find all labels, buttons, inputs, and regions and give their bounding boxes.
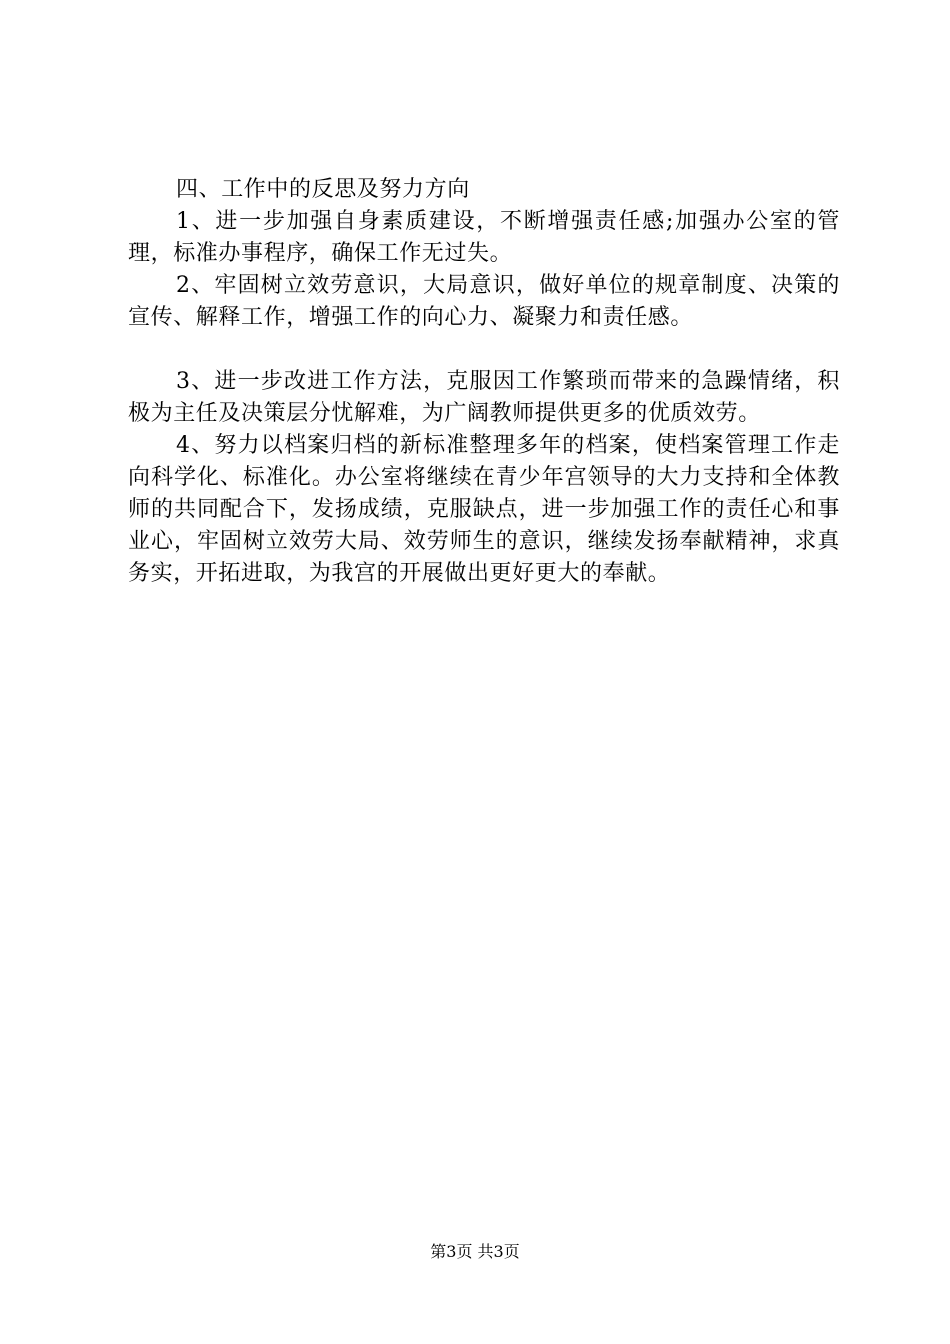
- section-heading: 四、工作中的反思及努力方向: [176, 177, 470, 202]
- paragraph-item-2: 2、牢固树立效劳意识，大局意识，做好单位的规章制度、决策的宣传、解释工作，增强工作的向心力、凝聚力和责任感。: [128, 273, 840, 330]
- page-number-footer: 第3页 共3页: [430, 1242, 520, 1261]
- document-body: [128, 174, 840, 590]
- paragraph-item-1: 1、进一步加强自身素质建设，不断增强责任感;加强办公室的管理，标准办事程序，确保工作无过失。: [128, 209, 840, 266]
- paragraph-item-3: 3、进一步改进工作方法，克服因工作繁琐而带来的急躁情绪，积极为主任及决策层分忧解难，为广阔教师提供更多的优质效劳。: [128, 369, 840, 426]
- paragraph-item-4: 4、努力以档案归档的新标准整理多年的档案，使档案管理工作走向科学化、标准化。办公室将继续在青少年宫领导的大力支持和全体教师的共同配合下，发扬成绩，克服缺点，进一步加强工作的责任心和事业心，牢固树立效劳大局、效劳师生的意识，继续发扬奉献精神，求真务实，开拓进取，为我宫的开展做出更好更大的奉献。: [128, 433, 840, 586]
